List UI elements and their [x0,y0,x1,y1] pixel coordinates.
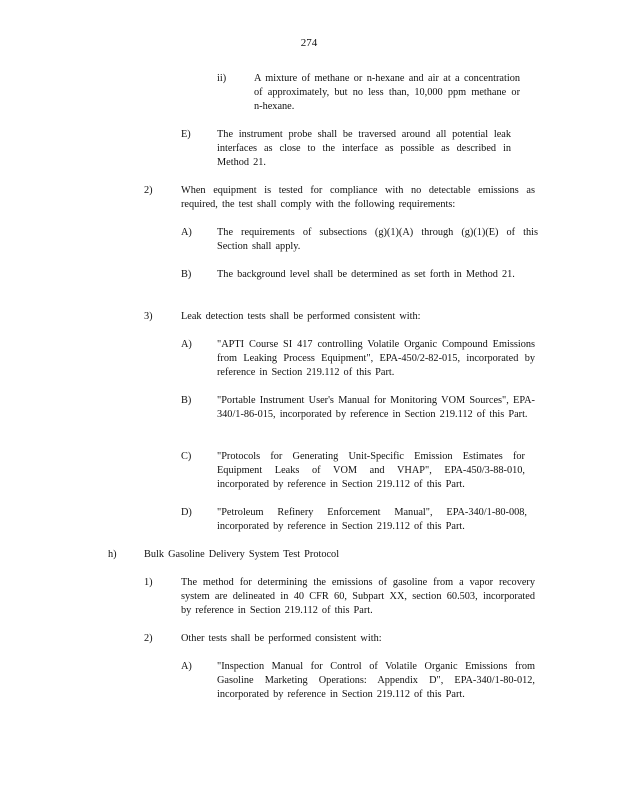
item-text: Leak detection tests shall be performed consistent with: [181,311,421,322]
item-label: A) [181,661,192,672]
item-text: "APTI Course SI 417 controlling Volatile Organic Compound Emissions from Leaking Process Equipment", EPA-450/2-82-015, incorporated by reference in Section 219.112 of this Part. [217,339,535,378]
item-label: ii) [217,73,227,84]
item-label: A) [181,339,192,350]
section-heading: Bulk Gasoline Delivery System Test Protocol [144,549,340,560]
item-text: The background level shall be determined as set forth in Method 21. [217,269,515,280]
item-text: Other tests shall be performed consistent with: [181,633,382,644]
item-label: 2) [144,185,153,196]
section-label: h) [108,549,117,560]
item-text: "Protocols for Generating Unit-Specific Emission Estimates for Equipment Leaks of VOM and VHAP", EPA-450/3-88-010, incorporated by reference in Section 219.112 of this Part. [217,451,525,490]
page-number: 274 [300,37,318,49]
item-text: The method for determining the emissions of gasoline from a vapor recovery system are delineated in 40 CFR 60, Subpart XX, section 60.503, incorporated by reference in Section 219.112 of this Part. [181,577,535,616]
item-text: The requirements of subsections (g)(1)(A) through (g)(1)(E) of this Section shall apply. [217,227,538,252]
item-label: D) [181,507,192,518]
item-text: "Portable Instrument User's Manual for Monitoring VOM Sources", EPA-340/1-86-015, incorporated by reference in Section 219.112 of this Part. [217,395,535,420]
item-label: B) [181,395,192,406]
item-label: 1) [144,577,153,588]
item-text: When equipment is tested for compliance with no detectable emissions as required, the test shall comply with the following requirements: [181,185,535,210]
item-label: 3) [144,311,153,322]
item-label: B) [181,269,192,280]
item-label: A) [181,227,192,238]
item-text: "Petroleum Refinery Enforcement Manual", EPA-340/1-80-008, incorporated by reference in Section 219.112 of this Part. [217,507,527,532]
item-text: A mixture of methane or n-hexane and air at a concentration of approximately, but no less than, 10,000 ppm methane or n-hexane. [254,73,520,112]
item-text: "Inspection Manual for Control of Volatile Organic Emissions from Gasoline Marketing Operations: Appendix D", EPA-340/1-80-012, incorporated by reference in Section 219.112 of this Part. [217,661,535,700]
item-label: E) [181,129,191,140]
item-label: C) [181,451,192,462]
item-label: 2) [144,633,153,644]
item-text: The instrument probe shall be traversed around all potential leak interfaces as close to the interface as possible as described in Method 21. [217,129,511,168]
